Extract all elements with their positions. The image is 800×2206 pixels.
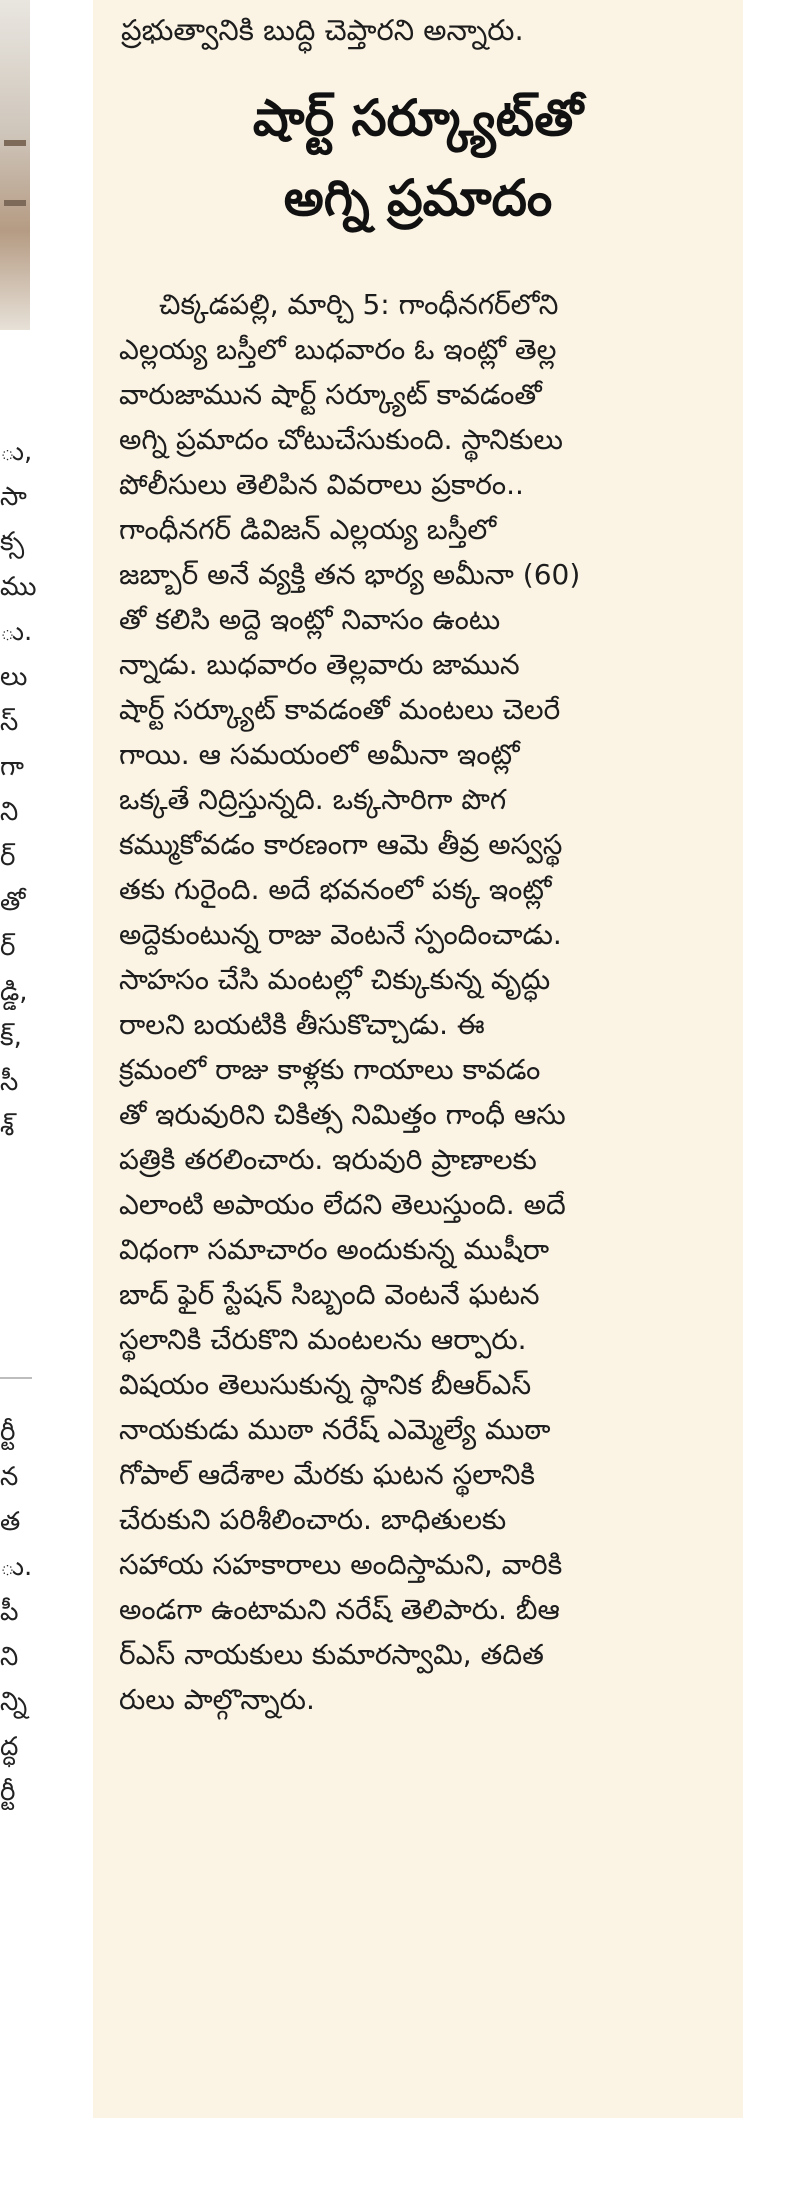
neighbor-text-fragment: స్ bbox=[0, 707, 19, 737]
neighbor-text-fragment: ర్ bbox=[0, 842, 16, 872]
article-body-line: న్నాడు. బుధవారం తెల్లవారు జామున bbox=[119, 648, 520, 681]
neighbor-text-fragment: ని bbox=[0, 1642, 19, 1672]
article-body-line: పత్రికి తరలించారు. ఇరువురి ప్రాణాలకు bbox=[119, 1143, 537, 1176]
previous-article-last-line: ప్రభుత్వానికి బుద్ధి చెప్తారని అన్నారు. bbox=[121, 13, 524, 47]
article-body-line: కమ్ముకోవడం కారణంగా ఆమె తీవ్ర అస్వస్థ bbox=[119, 828, 563, 861]
neighbor-text-fragment: ము bbox=[0, 572, 37, 602]
neighbor-text-fragment: పీ bbox=[0, 1597, 19, 1627]
article-body-line: అగ్ని ప్రమాదం చోటుచేసుకుంది. స్థానికులు bbox=[119, 423, 563, 456]
article-body-line: వారుజామున షార్ట్ సర్క్యూట్ కావడంతో bbox=[119, 378, 542, 411]
article-body-line: తో ఇరువురిని చికిత్స నిమిత్తం గాంధీ ఆసు bbox=[119, 1098, 566, 1131]
neighbor-text-fragment: ు. bbox=[0, 617, 33, 647]
neighbor-column-fragments-bottom bbox=[0, 1410, 32, 1815]
article-body-line: సాహసం చేసి మంటల్లో చిక్కుకున్న వృద్ధు bbox=[119, 963, 551, 996]
neighbor-text-fragment: క్, bbox=[0, 1022, 22, 1052]
article-body-line: స్థలానికి చేరుకొని మంటలను ఆర్పారు. bbox=[119, 1323, 527, 1356]
article-body-line: పోలీసులు తెలిపిన వివరాలు ప్రకారం.. bbox=[119, 468, 524, 501]
headline-line-1: షార్ట్ సర్క్యూట్‌తో bbox=[252, 89, 584, 147]
article-body-line: క్రమంలో రాజు కాళ్లకు గాయాలు కావడం bbox=[119, 1053, 541, 1086]
article-body-line: సహాయ సహకారాలు అందిస్తామని, వారికి bbox=[119, 1548, 563, 1581]
article-body-line: చేరుకుని పరిశీలించారు. బాధితులకు bbox=[119, 1503, 507, 1536]
article-body-line: ర్ఎస్ నాయకులు కుమారస్వామి, తదిత bbox=[119, 1638, 544, 1671]
neighbor-text-fragment: ని bbox=[0, 797, 19, 827]
neighbor-text-fragment: తో bbox=[0, 887, 26, 917]
article-body-line: ఎల్లయ్య బస్తీలో బుధవారం ఓ ఇంట్లో తెల్ల bbox=[119, 333, 557, 366]
neighbor-text-fragment: న్ని bbox=[0, 1687, 28, 1717]
article-body-line: నాయకుడు ముఠా నరేష్ ఎమ్మెల్యే ముఠా bbox=[119, 1413, 551, 1446]
neighbor-column-fragments-top bbox=[0, 430, 37, 1150]
article-body-line: షార్ట్ సర్క్యూట్ కావడంతో మంటలు చెలరే bbox=[119, 693, 561, 726]
article-body-line: అండగా ఉంటామని నరేష్ తెలిపారు. బీఆ bbox=[119, 1593, 560, 1626]
news-article bbox=[93, 0, 743, 2118]
photo-detail bbox=[4, 140, 26, 146]
article-body-line: ఎలాంటి అపాయం లేదని తెలుస్తుంది. అదే bbox=[119, 1188, 566, 1221]
article-body-line: గాంధీనగర్ డివిజన్ ఎల్లయ్య బస్తీలో bbox=[119, 513, 497, 546]
neighbor-text-fragment: లు bbox=[0, 662, 28, 692]
neighbor-text-fragment: డ్డి, bbox=[0, 977, 28, 1007]
neighbor-text-fragment: గా bbox=[0, 752, 24, 782]
article-body-line: విధంగా సమాచారం అందుకున్న ముషీరా bbox=[119, 1233, 550, 1266]
neighbor-photo-fragment bbox=[0, 0, 30, 330]
neighbor-text-fragment: ు. bbox=[0, 1552, 33, 1582]
article-body bbox=[119, 282, 719, 1722]
article-body-line: జబ్బార్ అనే వ్యక్తి తన భార్య అమీనా (60) bbox=[119, 558, 581, 591]
neighbor-text-fragment: ర్టీ bbox=[0, 1777, 16, 1807]
article-body-line: గాయి. ఆ సమయంలో అమీనా ఇంట్లో bbox=[119, 738, 520, 771]
article-body-line: చిక్కడపల్లి, మార్చి 5: గాంధీనగర్‌లోని bbox=[159, 288, 559, 321]
article-body-line: తకు గురైంది. అదే భవనంలో పక్క ఇంట్లో bbox=[119, 873, 552, 906]
article-body-line: ఒక్కతే నిద్రిస్తున్నది. ఒక్కసారిగా పొగ bbox=[119, 783, 507, 816]
neighbor-text-fragment: త bbox=[0, 1507, 21, 1537]
neighbor-column-divider bbox=[0, 1377, 32, 1379]
article-body-line: తో కలిసి అద్దె ఇంట్లో నివాసం ఉంటు bbox=[119, 603, 501, 636]
neighbor-text-fragment: ర్ bbox=[0, 932, 16, 962]
neighbor-text-fragment: శ్ bbox=[0, 1112, 15, 1142]
neighbor-text-fragment: సా bbox=[0, 482, 27, 512]
article-body-line: అద్దెకుంటున్న రాజు వెంటనే స్పందించాడు. bbox=[119, 918, 562, 951]
article-body-line: బాద్ ఫైర్ స్టేషన్ సిబ్బంది వెంటనే ఘటన bbox=[119, 1278, 540, 1311]
photo-detail bbox=[4, 200, 26, 206]
neighbor-text-fragment: న bbox=[0, 1462, 19, 1492]
neighbor-text-fragment: క్స bbox=[0, 527, 25, 557]
neighbor-text-fragment: ద్ధ bbox=[0, 1732, 19, 1762]
article-body-line: రాలని బయటికి తీసుకొచ్చాడు. ఈ bbox=[119, 1008, 485, 1041]
article-headline bbox=[93, 78, 743, 238]
article-body-line: గోపాల్ ఆదేశాల మేరకు ఘటన స్థలానికి bbox=[119, 1458, 535, 1491]
article-body-line: రులు పాల్గొన్నారు. bbox=[119, 1683, 315, 1716]
article-body-line: విషయం తెలుసుకున్న స్థానిక బీఆర్ఎస్ bbox=[119, 1368, 532, 1401]
neighbor-text-fragment: ర్టీ bbox=[0, 1417, 16, 1447]
headline-line-2: అగ్ని ప్రమాదం bbox=[283, 169, 553, 227]
neighbor-text-fragment: ు, bbox=[0, 437, 33, 467]
neighbor-text-fragment: సీ bbox=[0, 1067, 19, 1097]
